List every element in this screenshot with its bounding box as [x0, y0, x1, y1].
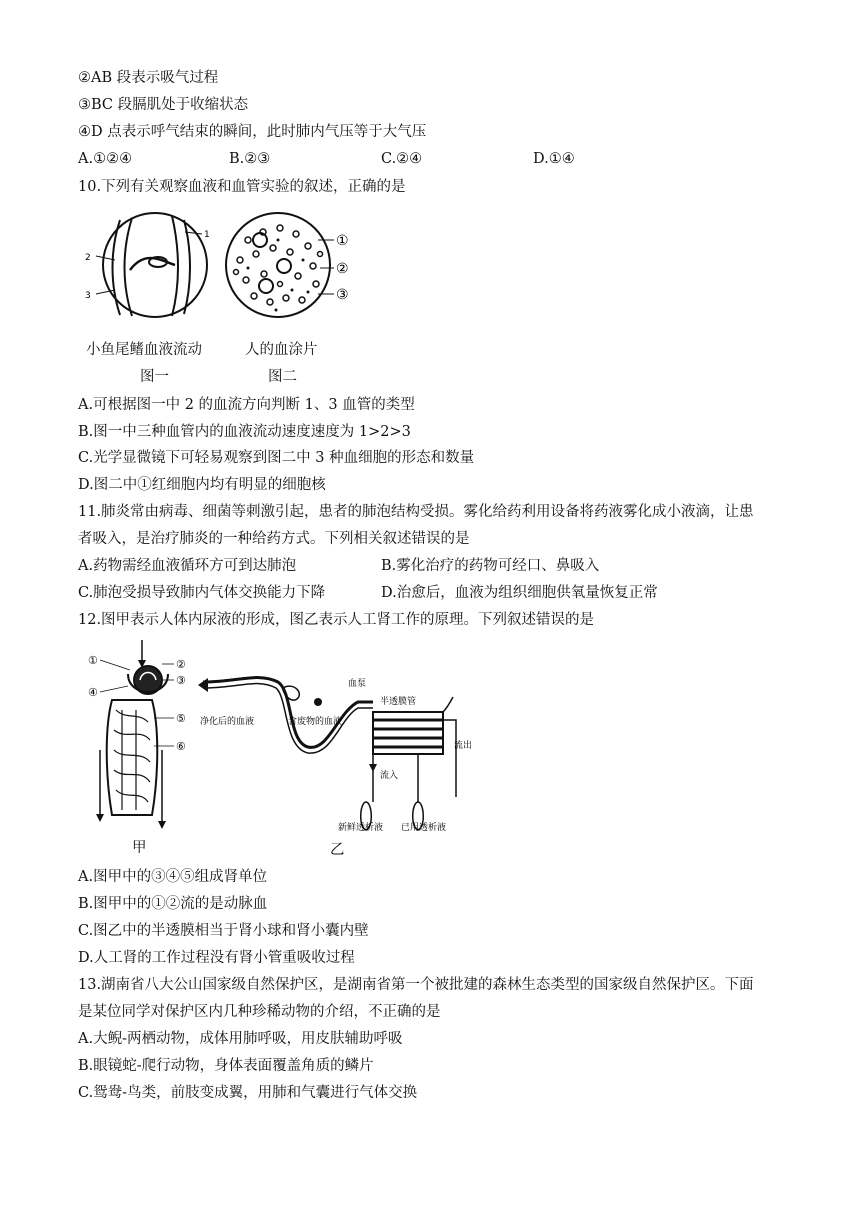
fig2-mark-2: ② [336, 261, 349, 277]
q9-option-d: D.①④ [533, 151, 575, 167]
q13-option-a: A.大鲵-两栖动物，成体用肺呼吸，用皮肤辅助呼吸 [78, 1031, 403, 1047]
fig-jia-label: 甲 [132, 840, 147, 856]
q13-option-b: B.眼镜蛇-爬行动物，身体表面覆盖角质的鳞片 [78, 1058, 374, 1074]
fig2-mark-3: ③ [336, 287, 349, 303]
fig2-label: 图二 [268, 369, 297, 385]
fig2-caption: 人的血涂片 [245, 342, 318, 358]
q10-option-c: C.光学显微镜下可轻易观察到图二中 3 种血细胞的形态和数量 [78, 450, 475, 466]
fig1-mark-1: 1 [204, 230, 210, 240]
yi-label-fresh: 新鲜透析液 [338, 823, 384, 833]
yi-label-clean-blood: 净化后的血液 [200, 717, 255, 727]
yi-label-membrane: 半透膜管 [380, 697, 417, 707]
q9-option-a: A.①②④ [78, 151, 133, 167]
blood-smear-figure [218, 210, 358, 320]
q12-option-c: C.图乙中的半透膜相当于肾小球和肾小囊内壁 [78, 923, 369, 939]
jia-mark-5: ⑤ [176, 712, 186, 725]
jia-mark-4: ④ [88, 686, 98, 699]
q9-option-c: C.②④ [381, 151, 423, 167]
yi-label-inflow: 流入 [380, 771, 399, 781]
q11-option-b: B.雾化治疗的药物可经口、鼻吸入 [381, 558, 600, 574]
q13-option-c: C.鸳鸯-鸟类，前肢变成翼，用肺和气囊进行气体交换 [78, 1085, 418, 1101]
fig1-caption: 小鱼尾鳍血液流动 [86, 342, 202, 358]
jia-mark-2: ② [176, 658, 186, 671]
q10-option-d: D.图二中①红细胞内均有明显的细胞核 [78, 477, 326, 493]
q10-option-a: A.可根据图一中 2 的血流方向判断 1、3 血管的类型 [78, 397, 415, 413]
q13-stem-line2: 是某位同学对保护区内几种珍稀动物的介绍，不正确的是 [78, 1004, 441, 1020]
q12-option-a: A.图甲中的③④⑤组成肾单位 [78, 869, 268, 885]
q9-item-2: ②AB 段表示吸气过程 [78, 70, 219, 86]
fig1-label: 图一 [140, 369, 169, 385]
q10-option-b: B.图一中三种血管内的血液流动速度速度为 1>2>3 [78, 424, 411, 440]
q11-stem-line1: 11.肺炎常由病毒、细菌等刺激引起，患者的肺泡结构受损。雾化给药利用设备将药液雾化成小液滴，让患 [78, 504, 754, 520]
q11-option-c: C.肺泡受损导致肺内气体交换能力下降 [78, 585, 326, 601]
jia-mark-6: ⑥ [176, 740, 186, 753]
jia-mark-1: ① [88, 654, 98, 667]
q9-item-4: ④D 点表示呼气结束的瞬间，此时肺内气压等于大气压 [78, 124, 427, 140]
q12-option-d: D.人工肾的工作过程没有肾小管重吸收过程 [78, 950, 355, 966]
q12-stem: 12.图甲表示人体内尿液的形成，图乙表示人工肾工作的原理。下列叙述错误的是 [78, 612, 595, 628]
fig1-mark-3: 3 [85, 291, 91, 301]
q10-stem: 10.下列有关观察血液和血管实验的叙述，正确的是 [78, 179, 406, 195]
fig2-mark-1: ① [336, 233, 349, 249]
nephron-figure [82, 640, 192, 840]
q11-stem-line2: 者吸入，是治疗肺炎的一种给药方式。下列相关叙述错误的是 [78, 531, 470, 547]
yi-label-pump: 血泵 [348, 679, 367, 689]
fig-yi-label: 乙 [330, 842, 345, 858]
q12-option-b: B.图甲中的①②流的是动脉血 [78, 896, 268, 912]
yi-label-outflow: 流出 [454, 741, 473, 751]
q13-stem-line1: 13.湖南省八大公山国家级自然保护区，是湖南省第一个被批建的森林生态类型的国家级自然保护区。下面 [78, 977, 754, 993]
yi-label-waste-blood: 含废物的血液 [288, 717, 343, 727]
q9-item-3: ③BC 段膈肌处于收缩状态 [78, 97, 249, 113]
jia-mark-3: ③ [176, 674, 186, 687]
fig1-mark-2: 2 [85, 253, 91, 263]
q11-option-d: D.治愈后，血液为组织细胞供氧量恢复正常 [381, 585, 658, 601]
q11-option-a: A.药物需经血液循环方可到达肺泡 [78, 558, 297, 574]
artificial-kidney-figure [198, 652, 473, 837]
fish-fin-figure [80, 210, 215, 320]
yi-label-used: 已用透析液 [401, 823, 447, 833]
q9-option-b: B.②③ [229, 151, 271, 167]
